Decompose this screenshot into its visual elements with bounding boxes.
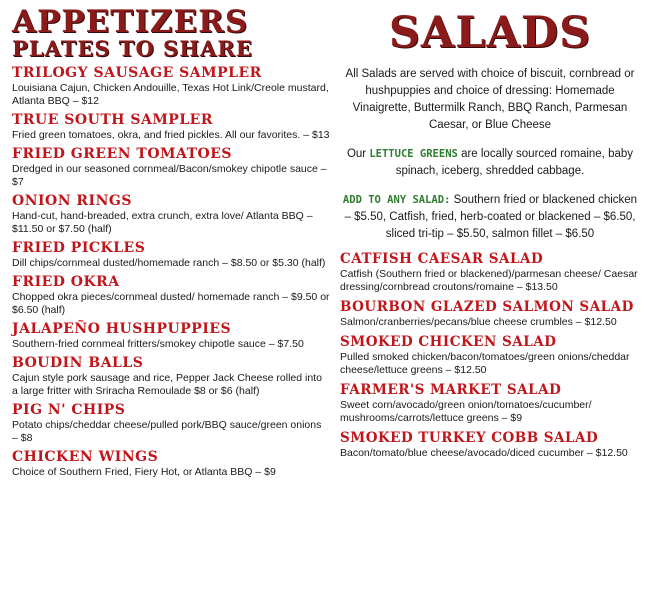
menu-item	[12, 65, 330, 108]
item-description: Sweet corn/avocado/green onion/tomatoes/cucumber/ mushrooms/carrots/lettuce greens – $9	[340, 399, 592, 424]
item-name: FRIED OKRA	[12, 274, 120, 290]
add-to-salad-note	[340, 192, 640, 243]
item-name: BOURBON GLAZED SALMON SALAD	[340, 299, 634, 315]
salads-title: SALADS	[388, 8, 592, 58]
item-description: Dredged in our seasoned cornmeal/Bacon/smokey chipotle sauce – $7	[12, 163, 327, 188]
appetizers-subtitle: PLATES TO SHARE	[12, 36, 253, 61]
greens-prefix: Our	[346, 148, 367, 160]
menu-item	[12, 193, 330, 236]
item-description: Hand-cut, hand-breaded, extra crunch, extra love/ Atlanta BBQ – $11.50 or $7.50 (half)	[12, 210, 313, 235]
item-name: TRUE SOUTH SAMPLER	[12, 112, 213, 128]
item-description: Louisiana Cajun, Chicken Andouille, Texas Hot Link/Creole mustard, Atlanta BBQ – $12	[12, 82, 329, 107]
item-description: Fried green tomatoes, okra, and fried pickles. All our favorites. – $13	[12, 129, 330, 141]
menu-item	[12, 240, 330, 270]
salads-intro: All Salads are served with choice of biscuit, cornbread or hushpuppies and choice of dressing: Homemade Vinaigrette, Buttermilk Ranch, BBQ Ranch, Parmesan Caesar, or Blue Cheese	[345, 68, 635, 131]
item-name: JALAPEÑO HUSHPUPPIES	[12, 321, 232, 337]
add-highlight: ADD TO ANY SALAD:	[342, 194, 451, 206]
menu-item	[12, 146, 330, 189]
item-description: Cajun style pork sausage and rice, Pepper Jack Cheese rolled into a large fritter with Sriracha Remoulade $8 or $6 (half)	[12, 372, 322, 397]
menu-item	[12, 402, 330, 445]
item-name: FRIED GREEN TOMATOES	[12, 146, 233, 162]
appetizers-column	[12, 6, 330, 483]
item-description: Chopped okra pieces/cornmeal dusted/ homemade ranch – $9.50 or $6.50 (half)	[12, 291, 330, 316]
item-description: Choice of Southern Fried, Fiery Hot, or Atlanta BBQ – $9	[12, 466, 276, 478]
item-description: Dill chips/cornmeal dusted/homemade ranch – $8.50 or $5.30 (half)	[12, 257, 326, 269]
menu-item	[12, 449, 330, 479]
menu-item	[340, 430, 640, 460]
item-name: TRILOGY SAUSAGE SAMPLER	[12, 65, 262, 81]
item-description: Potato chips/cheddar cheese/pulled pork/BBQ sauce/green onions – $8	[12, 419, 322, 444]
appetizers-title: APPETIZERS	[12, 4, 249, 40]
item-name: SMOKED CHICKEN SALAD	[340, 334, 557, 350]
lettuce-greens-note	[340, 146, 640, 180]
item-name: ONION RINGS	[12, 193, 132, 209]
add-rest: Southern fried or blackened chicken – $5.50, Catfish, fried, herb-coated or blackened – $6.50, sliced tri-tip – $5.50, salmon fillet – $6.50	[344, 194, 638, 240]
menu-item	[340, 251, 640, 294]
menu-item	[340, 334, 640, 377]
greens-highlight: LETTUCE GREENS	[369, 148, 458, 160]
menu-item	[340, 382, 640, 425]
menu-item	[12, 321, 330, 351]
menu-item	[12, 355, 330, 398]
item-description: Bacon/tomato/blue cheese/avocado/diced cucumber – $12.50	[340, 447, 628, 459]
menu-item	[12, 274, 330, 317]
menu-item	[12, 112, 330, 142]
item-name: CHICKEN WINGS	[12, 449, 159, 465]
item-name: FARMER'S MARKET SALAD	[340, 382, 562, 398]
item-name: BOUDIN BALLS	[12, 355, 144, 371]
item-name: CATFISH CAESAR SALAD	[340, 251, 544, 267]
menu-item	[340, 299, 640, 329]
item-description: Pulled smoked chicken/bacon/tomatoes/green onions/cheddar cheese/lettuce greens – $12.50	[340, 351, 630, 376]
item-name: PIG N' CHIPS	[12, 402, 126, 418]
salads-column	[340, 6, 640, 465]
item-description: Southern-fried cornmeal fritters/smokey chipotle sauce – $7.50	[12, 338, 304, 350]
item-name: FRIED PICKLES	[12, 240, 146, 256]
item-name: SMOKED TURKEY COBB SALAD	[340, 430, 599, 446]
greens-rest: are locally sourced romaine, baby spinach, iceberg, shredded cabbage.	[395, 148, 634, 177]
item-description: Salmon/cranberries/pecans/blue cheese crumbles – $12.50	[340, 316, 617, 328]
item-description: Catfish (Southern fried or blackened)/parmesan cheese/ Caesar dressing/cornbread croutons/romaine – $13.50	[340, 268, 638, 293]
